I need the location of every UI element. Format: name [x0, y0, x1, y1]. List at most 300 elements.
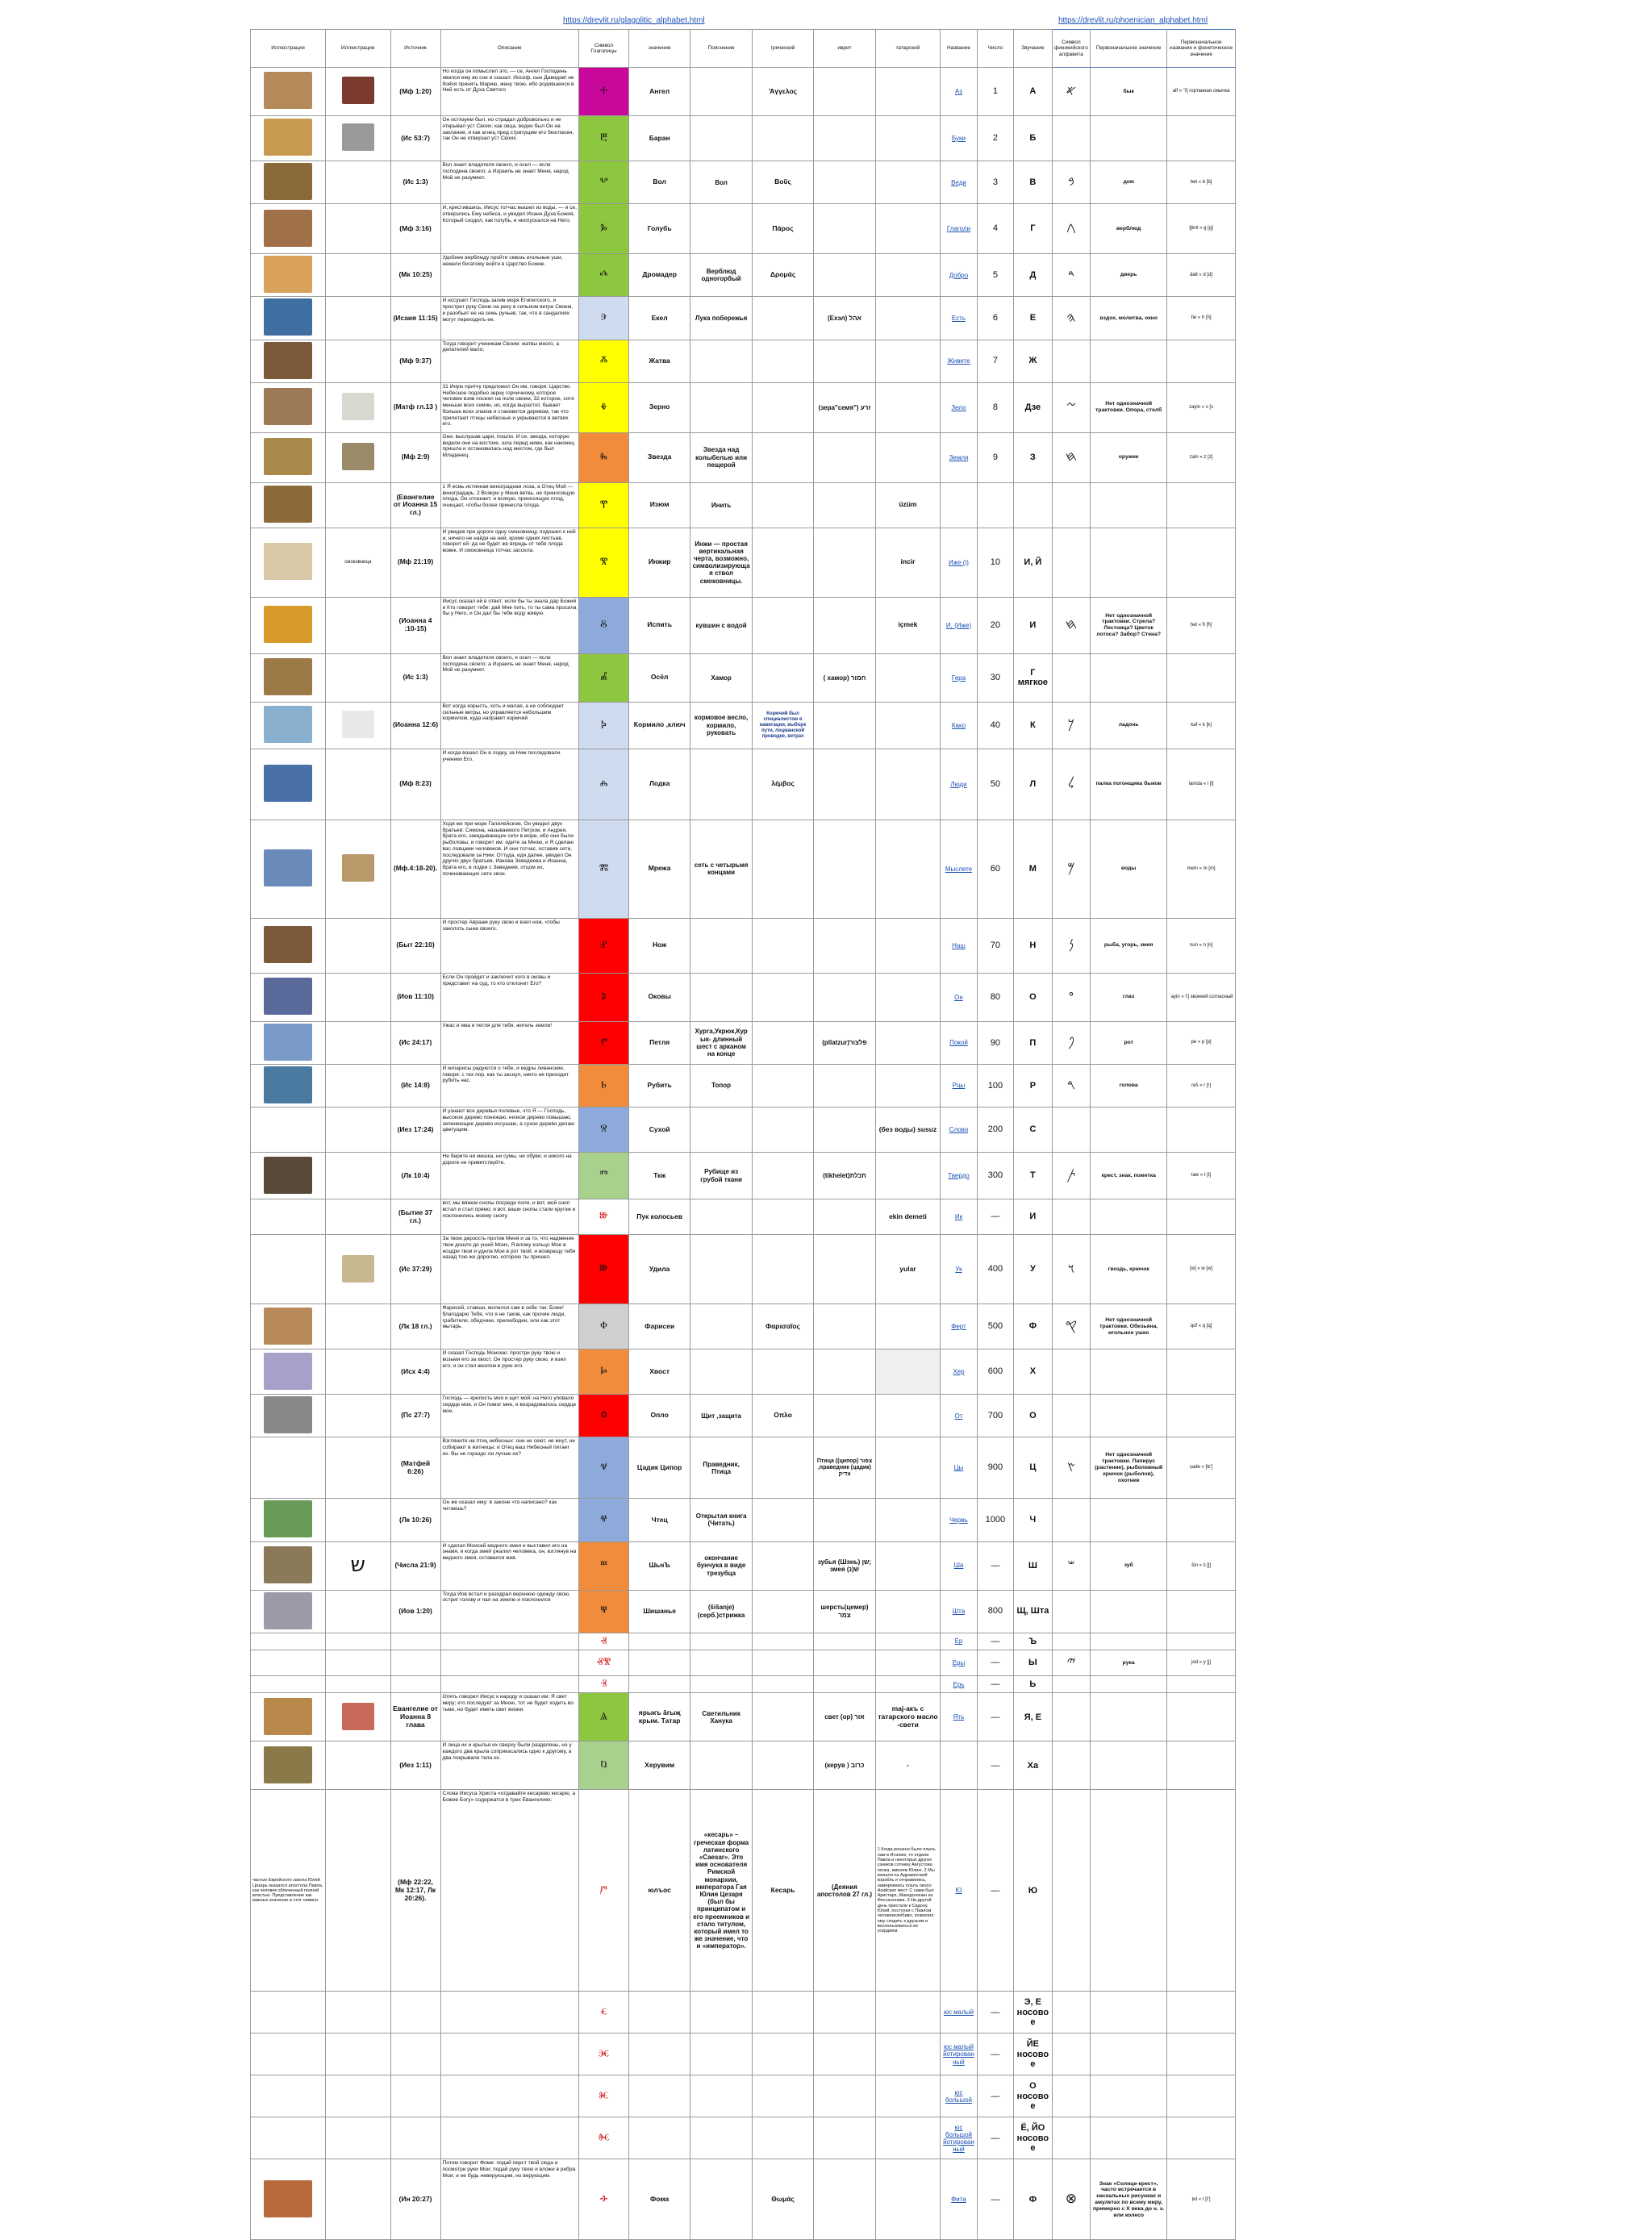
sound-value: Ы: [1014, 1650, 1053, 1676]
letter-name-link[interactable]: Земля: [941, 432, 977, 482]
explanation-cell: (šišanje) (серб.)стрижка: [690, 1590, 752, 1633]
glagolitic-glyph: ⱍ: [578, 1499, 628, 1541]
phoenician-phonetic: pe « p [p]: [1167, 1021, 1236, 1064]
letter-name-link[interactable]: Ша: [941, 1541, 977, 1590]
phoenician-glyph: [1052, 340, 1091, 382]
phoenician-meaning: зуб: [1091, 1541, 1167, 1590]
letter-name-link[interactable]: Он: [941, 973, 977, 1021]
greek-cell: Θωμάς: [752, 2159, 813, 2240]
illustration-image: [264, 1396, 312, 1433]
hebrew-cell: [814, 1395, 875, 1437]
source-cell: [390, 1633, 440, 1650]
phoenician-glyph: ⊗: [1052, 2159, 1091, 2240]
meaning-cell: Лодка: [628, 749, 690, 820]
letter-name-link[interactable]: Есть: [941, 297, 977, 340]
phoenician-glyph: 𐤒: [1052, 1304, 1091, 1349]
phoenician-glyph: 𐤇: [1052, 597, 1091, 653]
table-row: [251, 820, 1236, 918]
tatar-cell: [875, 749, 941, 820]
column-header: Иллюстрация: [251, 30, 326, 68]
phoenician-meaning: крест, знак, пометка: [1091, 1153, 1167, 1199]
letter-name-link[interactable]: Хер: [941, 1349, 977, 1395]
meaning-cell: Ткж: [628, 1153, 690, 1199]
tatar-cell: [875, 1650, 941, 1676]
phoenician-meaning: верблюд: [1091, 204, 1167, 254]
table-row: [251, 68, 1236, 116]
numeric-value: 40: [977, 702, 1013, 749]
letter-name-link[interactable]: Ерь: [941, 1676, 977, 1693]
phoenician-phonetic: [1167, 116, 1236, 161]
description-cell: Господь — крепость моя и щит мой; на Него уповало сердце мое, и Он помог мне, и возрадовалось сердце мое.: [440, 1395, 578, 1437]
description-cell: И кипарисы радуются о тебе, и кедры ливанские, говоря: с тех пор, как ты заснул, никто не приходит рубить нас.: [440, 1064, 578, 1107]
description-cell: И когда вошел Он в лодку, за Ним последовали ученики Его.: [440, 749, 578, 820]
illustration-cell-2: [325, 297, 390, 340]
letter-name-link[interactable]: Слово: [941, 1107, 977, 1153]
source-cell: (Быт 22:10): [390, 918, 440, 973]
letter-name-link[interactable]: Веди: [941, 161, 977, 204]
explanation-cell: окончание бунчука в виде трезубца: [690, 1541, 752, 1590]
illustration-cell: [251, 2159, 326, 2240]
column-header: Описание: [440, 30, 578, 68]
meaning-cell: Опло: [628, 1395, 690, 1437]
greek-cell: [752, 1992, 813, 2034]
letter-name-link[interactable]: Аз: [941, 68, 977, 116]
glagolitic-glyph: ⱙ: [578, 2117, 628, 2159]
hebrew-cell: ( хамор) חמור: [814, 653, 875, 702]
sound-value: К: [1014, 702, 1053, 749]
illustration-cell: [251, 1742, 326, 1790]
phoenician-meaning: ладонь: [1091, 702, 1167, 749]
illustration-cell-2: [325, 1395, 390, 1437]
letter-name-link[interactable]: Ик: [941, 1199, 977, 1235]
table-row: [251, 482, 1236, 528]
letter-name-link[interactable]: юс большой: [941, 2075, 977, 2117]
description-cell: [440, 2034, 578, 2075]
glagolitic-glyph: ⰿ: [578, 820, 628, 918]
letter-name-link[interactable]: юс малый йотированный: [941, 2034, 977, 2075]
illustration-cell-2: [325, 382, 390, 432]
letter-name-link[interactable]: Покой: [941, 1021, 977, 1064]
phoenician-meaning: рука: [1091, 1650, 1167, 1676]
phoenician-glyph: 𐤊: [1052, 702, 1091, 749]
sound-value: И, Й: [1014, 528, 1053, 597]
table-row: [251, 1199, 1236, 1235]
phoenician-phonetic: [1167, 1199, 1236, 1235]
illustration-cell: [251, 1349, 326, 1395]
hebrew-cell: [814, 1304, 875, 1349]
illustration-cell: [251, 597, 326, 653]
sound-value: Я, Е: [1014, 1693, 1053, 1742]
meaning-cell: Цадик Ципор: [628, 1437, 690, 1499]
illustration-image: [264, 1353, 312, 1390]
tatar-cell: [875, 1541, 941, 1590]
sound-value: Дзе: [1014, 382, 1053, 432]
tatar-cell: [875, 382, 941, 432]
illustration-cell-2: [325, 1107, 390, 1153]
illustration-cell-2: [325, 2034, 390, 2075]
tatar-cell: [875, 161, 941, 204]
letter-name-link[interactable]: Како: [941, 702, 977, 749]
letter-name-link[interactable]: юс малый: [941, 1992, 977, 2034]
meaning-cell: ярыкъ ăгыҗ крым. Татар: [628, 1693, 690, 1742]
phoenician-meaning: дом: [1091, 161, 1167, 204]
letter-name-link[interactable]: Ук: [941, 1235, 977, 1304]
letter-name-link[interactable]: Живете: [941, 340, 977, 382]
illustration-image: [264, 388, 312, 425]
source-cell: [390, 1992, 440, 2034]
meaning-cell: Рубить: [628, 1064, 690, 1107]
description-cell: вот, мы вяжем снопы посреди поля, и вот, мой сноп встал и стал прямо; и вот, ваши снопы стали кругом и поклонились моему снопу.: [440, 1199, 578, 1235]
explanation-cell: [690, 1742, 752, 1790]
hebrew-cell: [814, 1650, 875, 1676]
phoenician-meaning: [1091, 1992, 1167, 2034]
tatar-cell: [875, 297, 941, 340]
phoenician-phonetic: [1167, 1693, 1236, 1742]
source-cell: (Мф 3:16): [390, 204, 440, 254]
meaning-cell: Вол: [628, 161, 690, 204]
tatar-cell: [875, 1021, 941, 1064]
glagolitic-glyph: ⰲ: [578, 161, 628, 204]
explanation-cell: [690, 1199, 752, 1235]
meaning-cell: Екел: [628, 297, 690, 340]
letter-name-link[interactable]: Добро: [941, 254, 977, 297]
greek-cell: [752, 1633, 813, 1650]
glagolitic-glyph: ⰻ: [578, 597, 628, 653]
meaning-cell: Сухой: [628, 1107, 690, 1153]
glagolitic-glyph: ⰸ: [578, 432, 628, 482]
illustration-cell-2: [325, 1349, 390, 1395]
phoenician-phonetic: [1167, 1349, 1236, 1395]
description-cell: [440, 2117, 578, 2159]
illustration-image: [264, 606, 312, 643]
phoenician-glyph: [1052, 1590, 1091, 1633]
explanation-cell: [690, 1107, 752, 1153]
letter-name-link[interactable]: Ю: [941, 1790, 977, 1992]
illustration-cell-2: [325, 340, 390, 382]
illustration-cell: частью Еврейского закона Юлий Цезарь оказался апостола Павла, как человек облеченный полной властью. Представление как важных значение в этот символ.: [251, 1790, 326, 1992]
table-row: [251, 1499, 1236, 1541]
table-row: [251, 2075, 1236, 2117]
column-header: Звучание: [1014, 30, 1053, 68]
source-cell: [390, 1650, 440, 1676]
table-row: [251, 1676, 1236, 1693]
letter-name-link[interactable]: Твердо: [941, 1153, 977, 1199]
numeric-value: 8: [977, 382, 1013, 432]
glagolitic-glyph: ⰼ: [578, 653, 628, 702]
phoenician-phonetic: [1167, 1499, 1236, 1541]
meaning-cell: юлъос: [628, 1790, 690, 1992]
sound-value: Ф: [1014, 2159, 1053, 2240]
letter-name-link[interactable]: Гера: [941, 653, 977, 702]
table-row: [251, 432, 1236, 482]
tatar-cell: [875, 653, 941, 702]
phoenician-meaning: палка погонщика быков: [1091, 749, 1167, 820]
hebrew-cell: (керув ) כרוב: [814, 1742, 875, 1790]
illustration-cell: [251, 482, 326, 528]
description-cell: Не берите ни мешка, ни сумы, ни обуви, и никого на дороге не приветствуйте.: [440, 1153, 578, 1199]
hebrew-cell: шерсть(цемер) צמר: [814, 1590, 875, 1633]
meaning-cell: Хвост: [628, 1349, 690, 1395]
phoenician-meaning: [1091, 2117, 1167, 2159]
letter-name-link[interactable]: Иже (i): [941, 528, 977, 597]
hebrew-cell: (зера"семя") זרע: [814, 382, 875, 432]
top-links: [250, 0, 1236, 29]
illustration-cell: [251, 1437, 326, 1499]
source-cell: (Мк 10:25): [390, 254, 440, 297]
tatar-cell: [875, 1499, 941, 1541]
illustration-image: [342, 982, 374, 1010]
meaning-cell: Фома: [628, 2159, 690, 2240]
source-cell: [390, 2117, 440, 2159]
letter-name-link[interactable]: Ер: [941, 1633, 977, 1650]
numeric-value: 60: [977, 820, 1013, 918]
table-row: [251, 749, 1236, 820]
column-header: Символ финикийского алфавита: [1052, 30, 1091, 68]
glagolitic-glyph: ⱋ: [578, 1590, 628, 1633]
illustration-image: [264, 1024, 312, 1061]
hebrew-cell: (Ехэл) אהל: [814, 297, 875, 340]
glagolitic-glyph: ⰴ: [578, 254, 628, 297]
numeric-value: 2: [977, 116, 1013, 161]
description-cell: Вол знает владетеля своего, и осел — ясли господина своего; а Израиль не знает Меня, народ Мой не разумеет.: [440, 161, 578, 204]
phoenician-phonetic: [1167, 1992, 1236, 2034]
phoenician-meaning: [1091, 1395, 1167, 1437]
numeric-value: 1000: [977, 1499, 1013, 1541]
hebrew-cell: [814, 820, 875, 918]
phoenician-meaning: [1091, 1633, 1167, 1650]
phoenician-meaning: голова: [1091, 1064, 1167, 1107]
source-cell: [390, 2034, 440, 2075]
illustration-cell-2: [325, 1064, 390, 1107]
source-cell: (Мф 9:37): [390, 340, 440, 382]
source-cell: (Иез 17:24): [390, 1107, 440, 1153]
letter-name-link[interactable]: Рцы: [941, 1064, 977, 1107]
explanation-cell: [690, 2034, 752, 2075]
tatar-cell: [875, 918, 941, 973]
letter-name-link[interactable]: Червь: [941, 1499, 977, 1541]
illustration-cell-2: [325, 1790, 390, 1992]
description-cell: [440, 1992, 578, 2034]
explanation-cell: [690, 1992, 752, 2034]
description-cell: [440, 1633, 578, 1650]
glagolitic-glyph: ⱚ: [578, 2159, 628, 2240]
phoenician-glyph: [1052, 528, 1091, 597]
explanation-cell: Лука побережья: [690, 297, 752, 340]
sound-value: О носовое: [1014, 2075, 1053, 2117]
phoenician-phonetic: taw « t [t]: [1167, 1153, 1236, 1199]
phoenician-meaning: рот: [1091, 1021, 1167, 1064]
hebrew-cell: [814, 2075, 875, 2117]
column-header: Число: [977, 30, 1013, 68]
source-cell: [390, 2075, 440, 2117]
meaning-cell: Чтец: [628, 1499, 690, 1541]
phoenician-phonetic: [1167, 1633, 1236, 1650]
meaning-cell: Голубь: [628, 204, 690, 254]
explanation-cell: [690, 2159, 752, 2240]
hebrew-cell: [814, 1107, 875, 1153]
greek-cell: [752, 432, 813, 482]
phoenician-glyph: 𐤕: [1052, 1153, 1091, 1199]
description-cell: 31 Иную притчу предложил Он им, говоря: Царство Небесное подобно зерну горчичному, которое человек взяв посеял на поле своем, 32 которое, хотя меньше всех семян, но, когда вырастет, бывает больше всех злаков и становится деревом, так что прилетают птицы небесные и укрываются в ветвях его.: [440, 382, 578, 432]
illustration-cell-2: [325, 116, 390, 161]
sound-value: О: [1014, 973, 1053, 1021]
illustration-image: [342, 1703, 374, 1730]
table-row: [251, 702, 1236, 749]
meaning-cell: [628, 1633, 690, 1650]
glagolitic-glyph: ⱆ: [578, 1235, 628, 1304]
phoenician-meaning: Знак «Солнце-крест», часто встречается в наскальных рисунках и амулетах по всему миру, примерно с X века до н. э. или колесо: [1091, 2159, 1167, 2240]
letter-name-link[interactable]: Фита: [941, 2159, 977, 2240]
letter-name-link[interactable]: Цы: [941, 1437, 977, 1499]
illustration-image: [264, 342, 312, 379]
illustration-cell-2: [325, 702, 390, 749]
phoenician-glyph: [1052, 1107, 1091, 1153]
phoenician-glyph: [1052, 1693, 1091, 1742]
phoenician-phonetic: lamda « l [l]: [1167, 749, 1236, 820]
hebrew-cell: зубья (Шэнь) שן; змея ש(נ): [814, 1541, 875, 1590]
phoenician-meaning: [1091, 653, 1167, 702]
explanation-cell: [690, 204, 752, 254]
letter-name-link[interactable]: Буки: [941, 116, 977, 161]
source-cell: (Матфей 6:26): [390, 1437, 440, 1499]
letter-name-link[interactable]: Мыслете: [941, 820, 977, 918]
illustration-cell: [251, 254, 326, 297]
letter-name-link[interactable]: Глаголи: [941, 204, 977, 254]
illustration-image: [264, 486, 312, 523]
meaning-cell: [628, 2117, 690, 2159]
phoenician-glyph: 𐤌: [1052, 820, 1091, 918]
greek-cell: Φαρισαῖος: [752, 1304, 813, 1349]
phoenician-glyph: [1052, 116, 1091, 161]
meaning-cell: Ангел: [628, 68, 690, 116]
letter-name-link[interactable]: Еры: [941, 1650, 977, 1676]
table-row: [251, 1235, 1236, 1304]
numeric-value: —: [977, 1790, 1013, 1992]
tatar-cell: [875, 340, 941, 382]
illustration-cell: [251, 820, 326, 918]
sound-value: Г мягкое: [1014, 653, 1053, 702]
greek-cell: Βοῦς: [752, 161, 813, 204]
phoenician-glyph: [1052, 653, 1091, 702]
glagolitic-glyph: ⰵ: [578, 297, 628, 340]
illustration-cell: [251, 432, 326, 482]
description-cell: [440, 2075, 578, 2117]
sound-value: Ь: [1014, 1676, 1053, 1693]
greek-cell: Πάρος: [752, 204, 813, 254]
glagolitic-link[interactable]: https://drevlit.ru/glagolitic_alphabet.html: [563, 16, 705, 25]
illustration-cell-2: [325, 68, 390, 116]
sound-value: С: [1014, 1107, 1053, 1153]
description-cell: Они, выслушав царя, пошли. И се, звезда, которую видели они на востоке, шла перед ними, как наконец пришла и остановилась над местом, где был Младенец.: [440, 432, 578, 482]
glagolitic-glyph: ⱔ: [578, 1992, 628, 2034]
phoenician-link[interactable]: https://drevlit.ru/phoenician_alphabet.html: [1058, 16, 1208, 25]
explanation-cell: [690, 2075, 752, 2117]
letter-name-link[interactable]: От: [941, 1395, 977, 1437]
source-cell: (Иоанна 4 :10-15): [390, 597, 440, 653]
explanation-cell: [690, 340, 752, 382]
illustration-image: [342, 711, 374, 738]
illustration-image: [264, 72, 312, 109]
glagolitic-glyph: ⰽ: [578, 702, 628, 749]
sound-value: ЙЕ носовое: [1014, 2034, 1053, 2075]
letter-name-link[interactable]: юс большой йотированный: [941, 2117, 977, 2159]
source-cell: (Матф гл.13 ): [390, 382, 440, 432]
letter-name-link[interactable]: Зело: [941, 382, 977, 432]
table-row: [251, 382, 1236, 432]
table-row: [251, 528, 1236, 597]
letter-name-link[interactable]: И, (Иже): [941, 597, 977, 653]
hebrew-cell: [814, 918, 875, 973]
hebrew-cell: [814, 2034, 875, 2075]
illustration-cell-2: [325, 1199, 390, 1235]
sound-value: В: [1014, 161, 1053, 204]
letter-name-link[interactable]: Наш: [941, 918, 977, 973]
sound-value: Щ, Шта: [1014, 1590, 1053, 1633]
phoenician-glyph: 𐤇: [1052, 432, 1091, 482]
source-cell: (Мф 2:9): [390, 432, 440, 482]
column-header: Название: [941, 30, 977, 68]
meaning-cell: [628, 1676, 690, 1693]
phoenician-phonetic: ṣade « [ʦ']: [1167, 1437, 1236, 1499]
greek-cell: [752, 2034, 813, 2075]
hebrew-cell: [814, 1199, 875, 1235]
phoenician-phonetic: kaf « k [k]: [1167, 702, 1236, 749]
illustration-cell: [251, 1676, 326, 1693]
table-row: [251, 653, 1236, 702]
illustration-cell-2: [325, 1590, 390, 1633]
explanation-cell: Вол: [690, 161, 752, 204]
meaning-cell: Петля: [628, 1021, 690, 1064]
table-row: [251, 1633, 1236, 1650]
numeric-value: 5: [977, 254, 1013, 297]
illustration-cell-2: [325, 1153, 390, 1199]
column-header: Иллюстрации: [325, 30, 390, 68]
letter-name-link[interactable]: [941, 1742, 977, 1790]
description-cell: Удобнее верблюду пройти сквозь игольные уши, нежели богатому войти в Царство Божие.: [440, 254, 578, 297]
meaning-cell: Осёл: [628, 653, 690, 702]
illustration-cell: [251, 918, 326, 973]
hebrew-cell: [814, 254, 875, 297]
glagolitic-glyph: ⱓ: [578, 1790, 628, 1992]
sound-value: Ха: [1014, 1742, 1053, 1790]
numeric-value: 600: [977, 1349, 1013, 1395]
explanation-cell: Инить: [690, 482, 752, 528]
greek-cell: [752, 1349, 813, 1395]
source-cell: (Мф 22:22, Мк 12:17, Лк 20:26).: [390, 1790, 440, 1992]
letter-name-link[interactable]: Ферт: [941, 1304, 977, 1349]
letter-name-link[interactable]: Люди: [941, 749, 977, 820]
source-cell: (Пс 27:7): [390, 1395, 440, 1437]
letter-name-link[interactable]: Шта: [941, 1590, 977, 1633]
phoenician-glyph: 𐤅: [1052, 1235, 1091, 1304]
phoenician-meaning: оружие: [1091, 432, 1167, 482]
greek-cell: [752, 1693, 813, 1742]
phoenician-meaning: вздох, молитва, окно: [1091, 297, 1167, 340]
phoenician-glyph: 𐤆: [1052, 382, 1091, 432]
numeric-value: 50: [977, 749, 1013, 820]
table-row: [251, 297, 1236, 340]
meaning-cell: Инжир: [628, 528, 690, 597]
numeric-value: —: [977, 2117, 1013, 2159]
tatar-cell: üzüm: [875, 482, 941, 528]
letter-name-link[interactable]: Ять: [941, 1693, 977, 1742]
illustration-image: [264, 1592, 312, 1629]
letter-name-link[interactable]: [941, 482, 977, 528]
description-cell: Тогда говорит ученикам Своим: жатвы много, а делателей мало;: [440, 340, 578, 382]
tatar-cell: [875, 1349, 941, 1395]
illustration-cell-2: [325, 1676, 390, 1693]
phoenician-glyph: 𐤑: [1052, 1437, 1091, 1499]
